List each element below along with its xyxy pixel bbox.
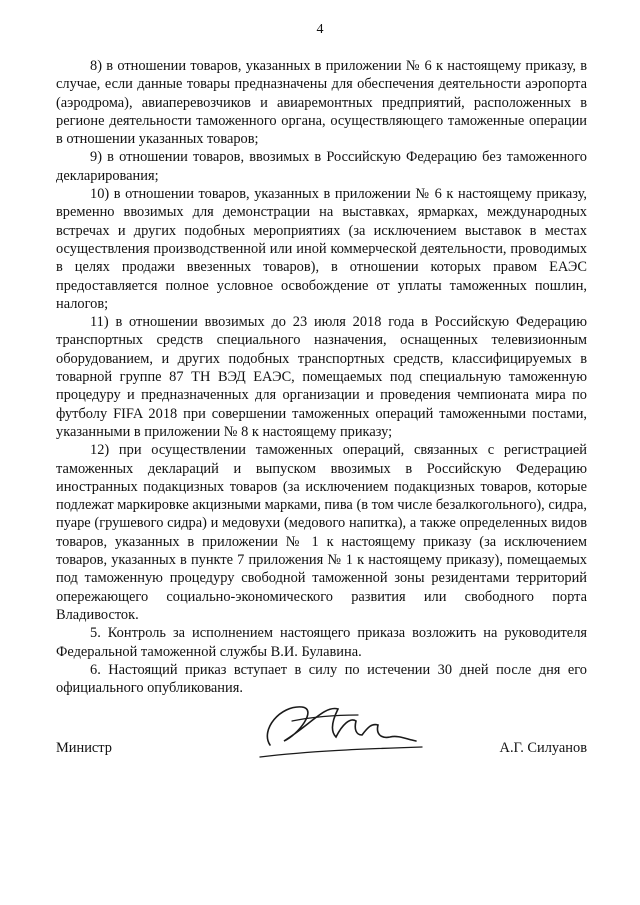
clause-8: 8) в отношении товаров, указанных в приложении № 6 к настоящему приказу, в случае, если данные товары предназначены для обеспечения деятельности аэропорта (аэродрома), авиаперевозчиков и авиаремонтных предприятий, расположенных в регионе деятельности таможенного органа, осуществляющего таможенные операции в отношении указанных товаров; xyxy=(56,58,587,148)
clause-10: 10) в отношении товаров, указанных в приложении № 6 к настоящему приказу, временно ввозимых для демонстрации на выставках, ярмарках, международных встречах и других подобных мероприятиях (за исключением выставок в местах осуществления производственной или иной коммерческой деятельности, проводимых в целях продажи ввезенных товаров), в отношении которых правом ЕАЭС предоставляется полное условное освобождение от уплаты таможенных пошлин, налогов; xyxy=(56,186,587,312)
signatory-name: А.Г. Силуанов xyxy=(499,740,587,756)
page-number: 4 xyxy=(316,22,324,37)
item-5-control: 5. Контроль за исполнением настоящего приказа возложить на руководителя Федеральной таможенной службы В.И. Булавина. xyxy=(56,625,587,660)
handwritten-signature xyxy=(240,695,430,770)
order-text xyxy=(56,57,587,697)
clause-9: 9) в отношении товаров, ввозимых в Российскую Федерацию без таможенного декларирования; xyxy=(56,149,587,184)
signatory-title: Министр xyxy=(56,740,112,756)
clause-11: 11) в отношении ввозимых до 23 июля 2018 года в Российскую Федерацию транспортных средств специального назначения, оснащенных телевизионным оборудованием, и других подобных транспортных средств, классифицируемых в товарной группе 87 ТН ВЭД ЕАЭС, помещаемых под специальную таможенную процедуру и предназначенных для организации и проведения чемпионата мира по футболу FIFA 2018 при совершении таможенных операций таможенными постами, указанными в приложении № 8 к настоящему приказу; xyxy=(56,314,587,440)
item-6-effective-date: 6. Настоящий приказ вступает в силу по истечении 30 дней после дня его официального опубликования. xyxy=(56,661,587,697)
clause-12: 12) при осуществлении таможенных операций, связанных с регистрацией таможенных деклараций и выпуском ввозимых в Российскую Федерацию иностранных подакцизных товаров (за исключением подакцизных товаров, которые подлежат маркировке акцизными марками, пива (в том числе безалкогольного), сидра, пуаре (грушевого сидра) и медовухи (медового напитка), а также определенных видов товаров, указанных в приложении № 1 к настоящему приказу (за исключением товаров, указанных в пункте 7 приложения № 1 к настоящему приказу), помещаемых под таможенную процедуру свободной таможенной зоны резидентами территорий опережающего социально-экономического развития или свободного порта Владивосток. xyxy=(56,442,587,623)
